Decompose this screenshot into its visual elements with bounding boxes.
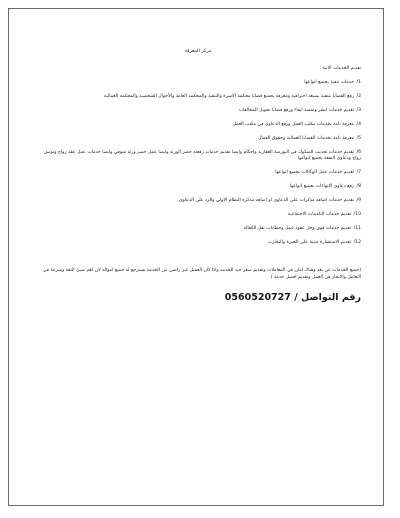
service-number: 3/ bbox=[356, 108, 361, 113]
service-number: 2/ bbox=[356, 94, 361, 99]
service-text: تقديم خدمات اضافه مذكرات على الدعاوي او اضافه مذكرة النظام الاولي والرد على الدعاوي bbox=[178, 198, 355, 203]
service-number: 11/ bbox=[353, 226, 361, 231]
service-text: خدمات تنفيذ بجميع انواعها bbox=[304, 80, 355, 85]
service-item bbox=[35, 170, 361, 176]
service-item bbox=[35, 150, 361, 162]
service-item bbox=[35, 198, 361, 204]
contact-line bbox=[35, 292, 361, 303]
service-number: 10/ bbox=[353, 212, 361, 217]
contact-phone: 0560520727 bbox=[224, 292, 291, 303]
document-body bbox=[35, 49, 361, 301]
closing-note: (جميع الخدمات عن بعد وهناك امان في المعاملات وتقديم سعر جيد للخدمه واذا كان العميل غير راضي عن الخدمة يسترجع له جميع امواله لان اهم شيئ الثقة وسرعة في التعامل والانجاز في العمل وتقديم افضل خدمة ) bbox=[42, 268, 361, 280]
service-number: 6/ bbox=[356, 150, 361, 155]
service-text: تقديم خدمات التامينات الاجتماعية bbox=[287, 212, 352, 217]
service-item bbox=[35, 136, 361, 142]
service-number: 1/ bbox=[356, 80, 361, 85]
service-text: تقديم خدمات قوى وحل عقود عمل وخطابات نقل الكفالة bbox=[243, 226, 352, 231]
service-text: معرفة تامة بخدمات القضايا العمالية وحقوق العمال bbox=[258, 136, 355, 141]
service-number: 5/ bbox=[356, 136, 361, 141]
services-intro: تقديم الخدمات الاتية : bbox=[319, 66, 361, 71]
service-text: تقديم خدمات عمل الوكالات بجميع انواعها bbox=[275, 170, 355, 175]
service-item bbox=[35, 108, 361, 114]
service-item bbox=[35, 212, 361, 218]
service-item bbox=[35, 122, 361, 128]
service-number: 8/ bbox=[356, 184, 361, 189]
service-item bbox=[35, 94, 361, 100]
service-item bbox=[35, 184, 361, 190]
document-heading: مركز المعرفة bbox=[184, 49, 212, 54]
service-text: تقديم خدمات ابشر ومنصة ايفاء ورفع قضايا تحويل المخالفات bbox=[238, 108, 355, 113]
service-text: رفع دعاوي الانهاءات بجميع انواعها bbox=[289, 184, 355, 189]
service-item bbox=[35, 240, 361, 246]
document-page bbox=[8, 8, 384, 506]
service-item bbox=[35, 226, 361, 232]
service-number: 12/ bbox=[353, 240, 361, 245]
service-number: 7/ bbox=[356, 170, 361, 175]
service-number: 9/ bbox=[356, 198, 361, 203]
service-text: معرفة تامة بخدمات مكتب العمل ورفع الدعاوي في مكتب العمل bbox=[232, 122, 355, 127]
contact-label: رقم التواصل / bbox=[294, 292, 361, 303]
service-text: رفع القضايا بتنفيذ بصيغة احترافية ومعرفة بجميع قضايا محكمة الاسرة والتنفيذ والمحكمة العامة والأحوال الشخصية والمحكمة العمالية bbox=[103, 94, 355, 99]
service-item bbox=[35, 80, 361, 86]
service-text: تقديم خدمات تحديث الصكوك في البورصة العقارية واحكام وايضا تقديم خدمات رفعنه حصر الورثه وايضا عمل حصر ورثة متوفي وايضا خدمات عمل عقد زواج وتوثيق زواج ودعاوي النفقة بجميع انواعها bbox=[44, 150, 361, 161]
service-text: تقديم الاستشارة مبنية على الخبرة والتجارب bbox=[267, 240, 352, 245]
service-number: 4/ bbox=[356, 122, 361, 127]
